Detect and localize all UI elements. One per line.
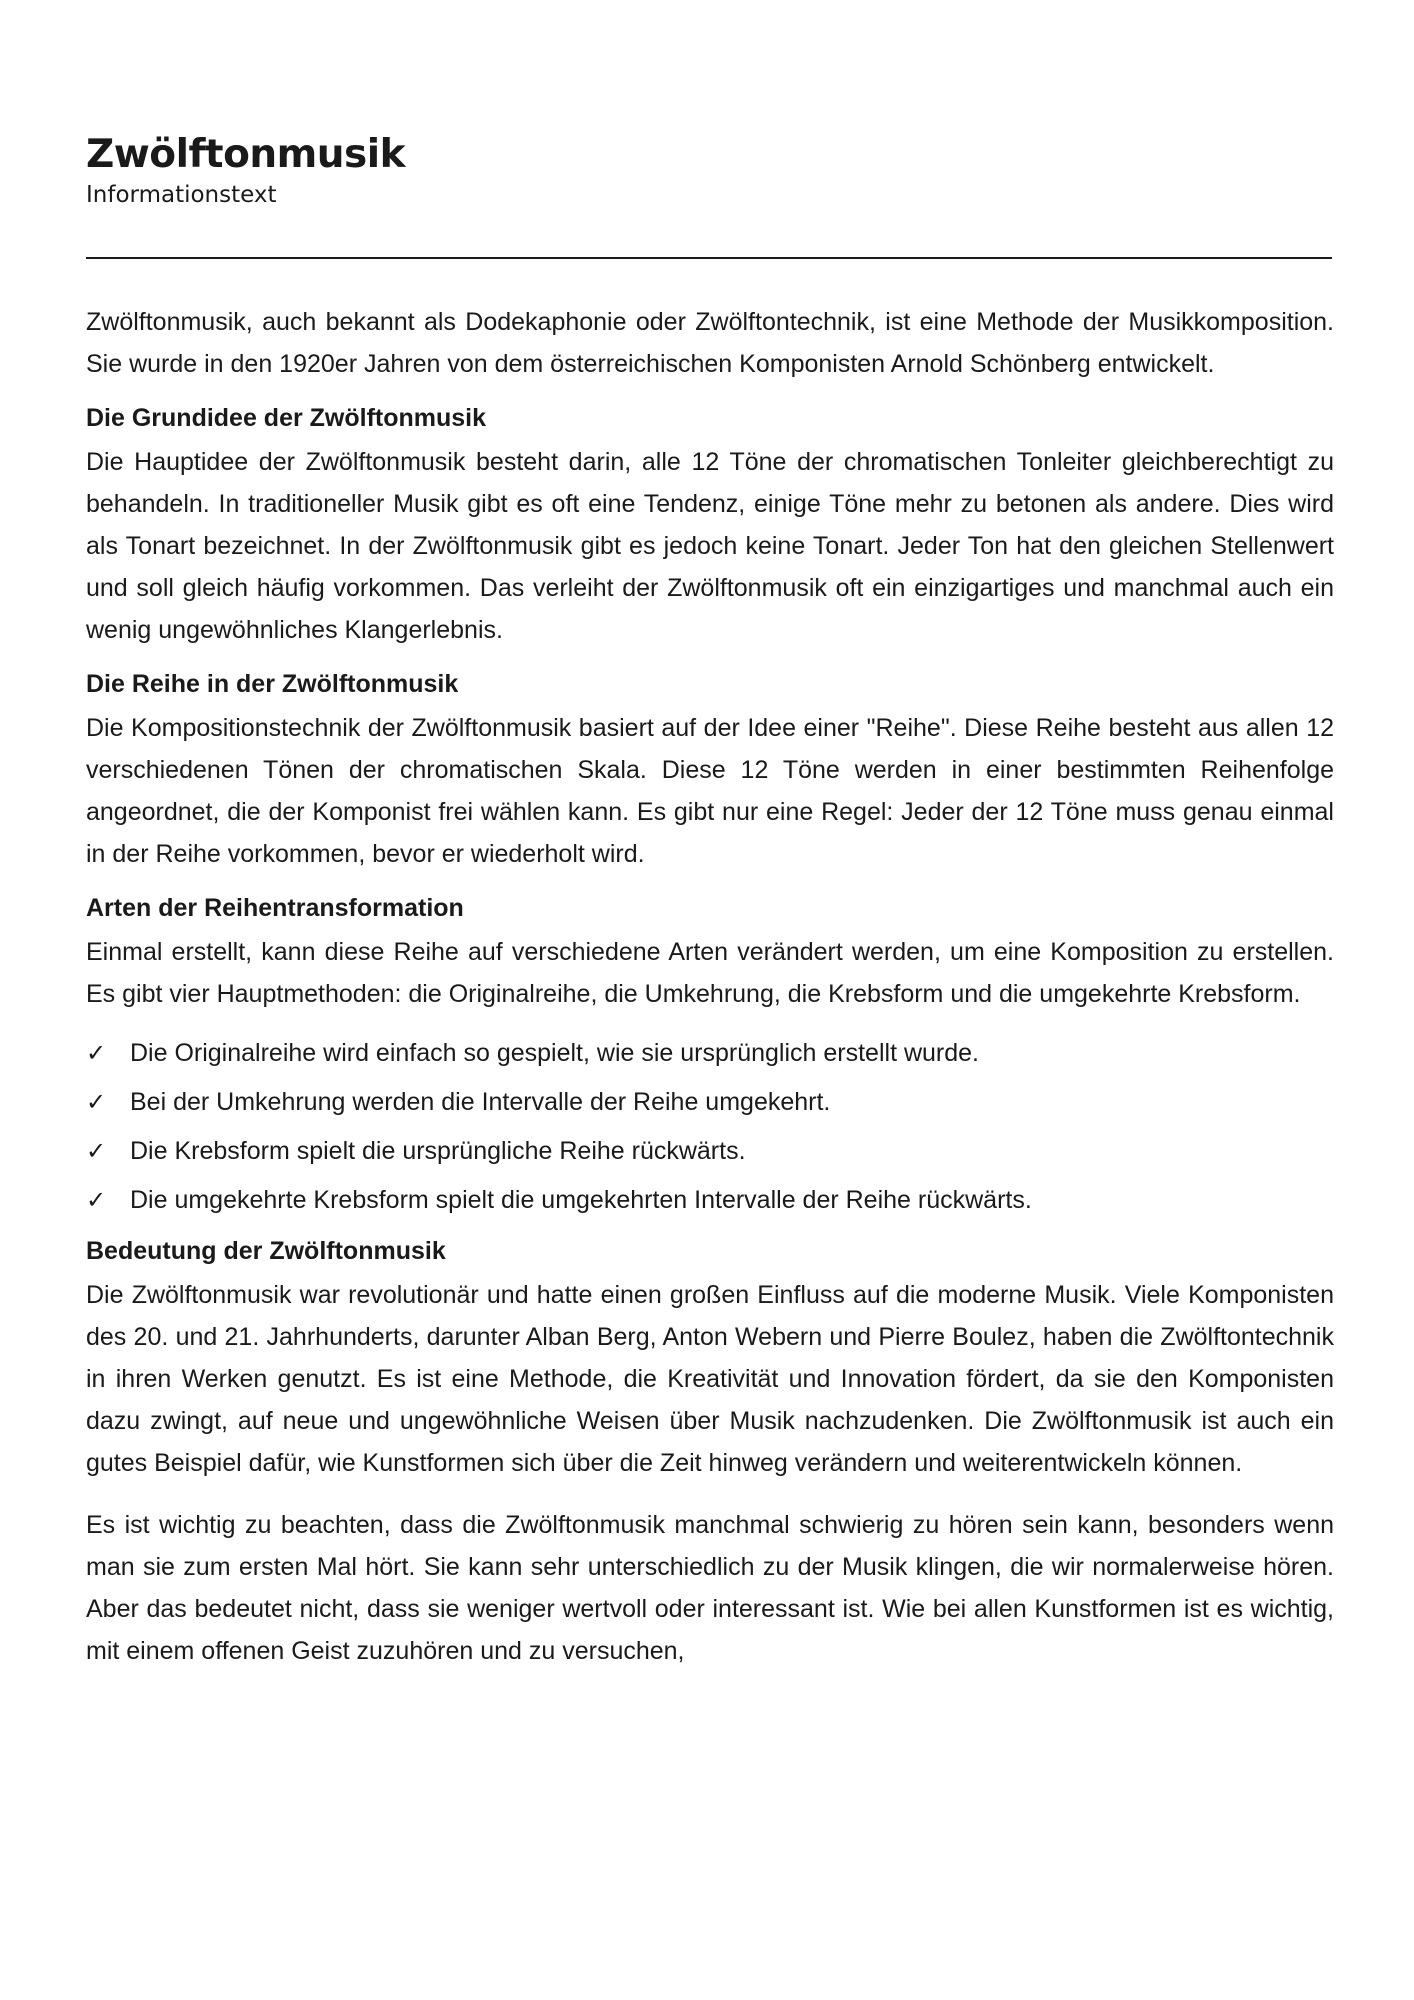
section-heading-bedeutung: Bedeutung der Zwölftonmusik [86,1237,446,1265]
checklist-item [86,1182,1334,1218]
checkmark-icon: ✓ [86,1039,107,1067]
section-heading-reihe: Die Reihe in der Zwölftonmusik [86,670,459,698]
section-text-reihe: Die Kompositionstechnik der Zwölftonmusik basiert auf der Idee einer "Reihe". Diese Reihe besteht aus allen 12 verschiedenen Tönen der chromatischen Skala. Diese 12 Töne werden in einer bestimmten Reihenfolge angeordnet, die der Komponist frei wählen kann. Es gibt nur eine Regel: Jeder der 12 Töne muss genau einmal in der Reihe vorkommen, bevor er wiederholt wird. [86,714,1334,868]
section-text-bedeutung: Die Zwölftonmusik war revolutionär und hatte einen großen Einfluss auf die moderne Musik. Viele Komponisten des 20. und 21. Jahrhunderts, darunter Alban Berg, Anton Webern und Pierre Boulez, haben die Zwölftontechnik in ihren Werken genutzt. Es ist eine Methode, die Kreativität und Innovation fördert, da sie den Komponisten dazu zwingt, auf neue und ungewöhnliche Weisen über Musik nachzudenken. Die Zwölftonmusik ist auch ein gutes Beispiel dafür, wie Kunstformen sich über die Zeit hinweg verändern und weiterentwickeln können. [86,1281,1334,1477]
title-divider [86,257,1332,259]
intro-paragraph: Zwölftonmusik, auch bekannt als Dodekaphonie oder Zwölftontechnik, ist eine Methode der Musikkomposition. Sie wurde in den 1920er Jahren von dem österreichischen Komponisten Arnold Schönberg entwickelt. [86,308,1334,378]
section-text-bedeutung-continued: Es ist wichtig zu beachten, dass die Zwölftonmusik manchmal schwierig zu hören sein kann, besonders wenn man sie zum ersten Mal hört. Sie kann sehr unterschiedlich zu der Musik klingen, die wir normalerweise hören. Aber das bedeutet nicht, dass sie weniger wertvoll oder interessant ist. Wie bei allen Kunstformen ist es wichtig, mit einem offenen Geist zuzuhören und zu versuchen, [86,1511,1334,1665]
section-heading-transformation: Arten der Reihentransformation [86,894,464,922]
checkmark-icon: ✓ [86,1088,107,1116]
checklist-item [86,1084,1334,1120]
checklist-item [86,1133,1334,1169]
checklist-item-text: Die Originalreihe wird einfach so gespielt, wie sie ursprünglich erstellt wurde. [130,1039,979,1067]
document-title: Zwölftonmusik [86,132,406,177]
checkmark-icon: ✓ [86,1137,107,1165]
section-heading-grundidee: Die Grundidee der Zwölftonmusik [86,404,487,432]
section-text-grundidee: Die Hauptidee der Zwölftonmusik besteht darin, alle 12 Töne der chromatischen Tonleiter gleichberechtigt zu behandeln. In traditioneller Musik gibt es oft eine Tendenz, einige Töne mehr zu betonen als andere. Dies wird als Tonart bezeichnet. In der Zwölftonmusik gibt es jedoch keine Tonart. Jeder Ton hat den gleichen Stellenwert und soll gleich häufig vorkommen. Das verleiht der Zwölftonmusik oft ein einzigartiges und manchmal auch ein wenig ungewöhnliches Klangerlebnis. [86,448,1334,644]
checklist-item-text: Die Krebsform spielt die ursprüngliche Reihe rückwärts. [130,1137,746,1165]
checkmark-icon: ✓ [86,1186,107,1214]
section-text-transformation: Einmal erstellt, kann diese Reihe auf verschiedene Arten verändert werden, um eine Komposition zu erstellen. Es gibt vier Hauptmethoden: die Originalreihe, die Umkehrung, die Krebsform und die umgekehrte Krebsform. [86,938,1334,1008]
transformation-checklist [86,1035,1334,1218]
checklist-item-text: Die umgekehrte Krebsform spielt die umgekehrten Intervalle der Reihe rückwärts. [130,1186,1032,1214]
checklist-item-text: Bei der Umkehrung werden die Intervalle der Reihe umgekehrt. [130,1088,831,1116]
document-subtitle: Informationstext [86,182,277,208]
document-page [86,130,1334,1672]
checklist-item [86,1035,1334,1071]
